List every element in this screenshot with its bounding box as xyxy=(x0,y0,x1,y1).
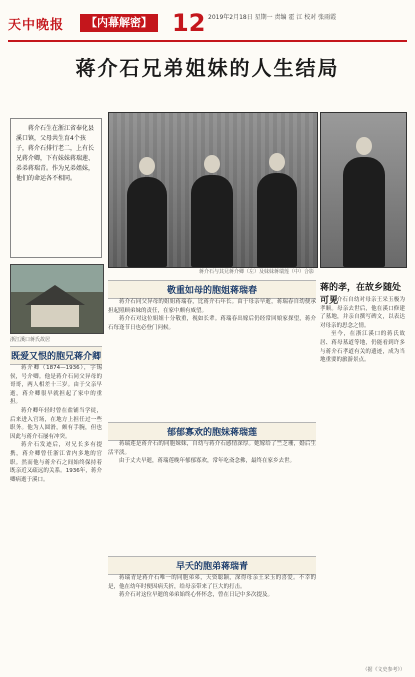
section-heading: 既爱又恨的胞兄蒋介卿 xyxy=(10,346,102,365)
paragraph: 蒋介石对这位姐姐十分敬重，视如长辈。蒋瑞春出嫁后仍经常回娘家探望，蒋介石每逢节日也必登门问候。 xyxy=(108,316,316,331)
family-photo xyxy=(108,112,318,268)
paragraph: 蒋介石同父异母的姐姐蒋瑞春，比蒋介石年长。由于母亲早逝，蒋瑞春自幼便承担起照顾弟妹的责任，在家中颇有威望。 xyxy=(108,299,316,314)
header-rule xyxy=(8,40,407,42)
section-body xyxy=(108,574,316,670)
person-figure xyxy=(127,177,167,267)
page-header xyxy=(8,10,407,38)
page-number: 12 xyxy=(172,9,206,37)
issue-meta: 2019年2月18日 星期一 责编 霍 江 校对 张雨霞 xyxy=(208,14,337,21)
paragraph: 蒋介石对这位早逝的弟弟始终心怀怀念，曾在日记中多次提及。 xyxy=(119,592,274,599)
house-caption: 浙江溪口蒋氏故居 xyxy=(10,337,51,343)
section-body xyxy=(10,364,102,664)
photo-caption: 蒋介石与其兄蒋介卿（左）及妹妹蒋瑞莲（中）合影 xyxy=(198,269,314,275)
paragraph: 蒋介石自幼对母亲王采玉极为孝顺。母亲去世后，他在溪口修建了墓地，并亲自撰写碑文，以表达对母亲的思念之情。 xyxy=(320,297,405,329)
section-body xyxy=(108,298,316,418)
person-figure xyxy=(191,175,233,267)
intro-box: 蒋介石生在浙江省奉化县溪口镇，父母共生育4个孩子，蒋介石排行老二，上有长兄蒋介卿，下有妹妹蒋瑞莲、弟弟蒋瑞青。作为兄弟姐妹，他们的命运各不相同。 xyxy=(10,118,102,258)
section-heading: 郁郁寡欢的胞妹蒋瑞莲 xyxy=(108,422,316,441)
section-body xyxy=(108,440,316,550)
paragraph: 由于丈夫早逝，蒋瑞莲晚年郁郁寡欢，常年吃斋念佛，最终在家乡去世。 xyxy=(119,458,296,465)
paragraph: 至今，在浙江溪口的蒋氏故居、蒋母墓道等地，仍能看到许多与蒋介石孝道有关的遗迹，成为当地重要的旅游景点。 xyxy=(320,331,405,364)
person-figure xyxy=(257,173,297,267)
section-body xyxy=(320,296,405,662)
source-note: （据《文史参考》） xyxy=(362,667,405,673)
house-photo xyxy=(10,264,104,334)
section-heading: 蒋的孝，在故乡随处可见 xyxy=(320,283,402,306)
paragraph: 蒋瑞青是蒋介石唯一的同胞弟弟，天资聪颖，深得母亲王采玉的喜爱。不幸的是，他在幼年时便因病夭折，给母亲带来了巨大的打击。 xyxy=(108,575,316,590)
paragraph: 蒋介石发迹后，对兄长多有提携，蒋介卿曾任浙江省内多地的官职。然而他与蒋介石之间始终保持着既亲近又疏远的关系。1936年，蒋介卿病逝于溪口。 xyxy=(10,442,102,483)
paragraph: 蒋介卿年轻时曾在盐铺当学徒，后来进入官场，在地方上担任过一些职务。他为人圆滑，颇有手腕，但也因此与蒋介石屡有冲突。 xyxy=(10,407,102,440)
section-heading: 敬重如母的胞姐蒋瑞春 xyxy=(108,280,316,299)
paragraph: 蒋瑞莲是蒋介石的同胞妹妹，自幼与蒋介石感情深厚。她嫁给了竺芝珊，婚后生活平淡。 xyxy=(108,441,316,456)
paragraph: 蒋介卿（1874—1936），字锡侯，号介卿。他是蒋介石同父异母的哥哥，两人相差十三岁。由于父亲早逝，蒋介卿很早就担起了家中的重担。 xyxy=(10,365,102,406)
section-heading: 早夭的胞弟蒋瑞青 xyxy=(108,556,316,575)
article-title: 蒋介石兄弟姐妹的人生结局 xyxy=(75,56,340,80)
portrait-photo xyxy=(320,112,407,268)
section-label: 【内幕解密】 xyxy=(80,14,158,32)
newspaper-masthead: 天中晚报 xyxy=(8,18,65,33)
